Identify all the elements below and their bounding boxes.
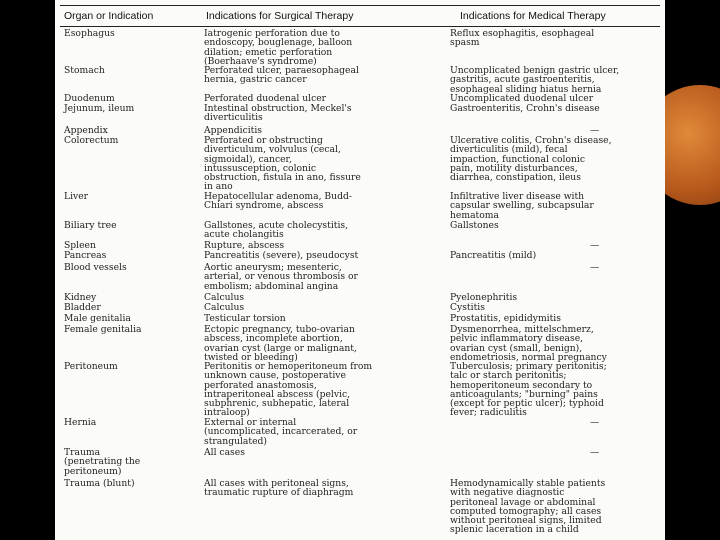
cell-organ: Esophagus bbox=[64, 28, 115, 39]
cell-organ: Male genitalia bbox=[64, 313, 131, 324]
cell-medical: Pancreatitis (mild) bbox=[450, 250, 537, 261]
cell-medical: — bbox=[590, 125, 600, 136]
cell-medical: Pyelonephritis bbox=[450, 292, 518, 303]
cell-organ: Trauma (penetrating the peritoneum) bbox=[64, 447, 141, 477]
cell-surgical: Ectopic pregnancy, tubo-ovarian abscess, incomplete abortion, ovarian cyst (large or malignant, twisted or bleeding) bbox=[204, 324, 357, 363]
cell-organ: Pancreas bbox=[64, 250, 107, 261]
cell-medical: Cystitis bbox=[450, 302, 485, 313]
cell-medical: Hemodynamically stable patients with negative diagnostic peritoneal lavage or abdominal computed tomography; all cases without peritoneal signs, limited splenic laceration in a child bbox=[450, 478, 606, 536]
header-medical: Indications for Medical Therapy bbox=[460, 10, 606, 22]
cell-surgical: Perforated duodenal ulcer bbox=[204, 93, 327, 104]
cell-surgical: Rupture, abscess bbox=[204, 240, 285, 251]
cell-organ: Liver bbox=[64, 191, 89, 202]
cell-organ: Appendix bbox=[64, 125, 108, 136]
cell-medical: — bbox=[590, 262, 600, 273]
cell-medical: Dysmenorrhea, mittelschmerz, pelvic inflammatory disease, ovarian cyst (small, benign), endometriosis, normal pregnancy bbox=[450, 324, 607, 363]
cell-medical: — bbox=[590, 240, 600, 251]
cell-surgical: Testicular torsion bbox=[204, 313, 286, 324]
header-organ: Organ or Indication bbox=[64, 10, 154, 22]
cell-surgical: Gallstones, acute cholecystitis, acute cholangitis bbox=[204, 220, 349, 241]
cell-medical: Prostatitis, epididymitis bbox=[450, 313, 561, 324]
cell-surgical: Aortic aneurysm; mesenteric, arterial, or venous thrombosis or embolism; abdominal angina bbox=[204, 262, 358, 292]
cell-surgical: Pancreatitis (severe), pseudocyst bbox=[204, 250, 359, 261]
cell-surgical: Appendicitis bbox=[204, 125, 263, 136]
cell-medical: Uncomplicated benign gastric ulcer, gastritis, acute gastroenteritis, esophageal sliding hiatus hernia bbox=[450, 65, 620, 95]
cell-medical: Ulcerative colitis, Crohn's disease, diverticulitis (mild), fecal impaction, functional colonic pain, motility disturbances, diarrhea, constipation, ileus bbox=[450, 135, 612, 184]
cell-organ: Kidney bbox=[64, 292, 97, 303]
cell-surgical: All cases with peritoneal signs, traumatic rupture of diaphragm bbox=[204, 478, 354, 499]
cell-organ: Duodenum bbox=[64, 93, 115, 104]
cell-surgical: Hepatocellular adenoma, Budd- Chiari syndrome, abscess bbox=[204, 191, 352, 212]
document-table bbox=[55, 0, 665, 540]
cell-medical: — bbox=[590, 447, 600, 458]
cell-organ: Colorectum bbox=[64, 135, 119, 146]
cell-surgical: Calculus bbox=[204, 302, 245, 313]
cell-surgical: Peritonitis or hemoperitoneum from unknown cause, postoperative perforated anastomosis, intraperitoneal abscess (pelvic, subphrenic, subhepatic, lateral intraloop) bbox=[204, 361, 373, 419]
cell-surgical: Intestinal obstruction, Meckel's diverticulitis bbox=[204, 103, 352, 124]
cell-medical: Gallstones bbox=[450, 220, 499, 231]
cell-surgical: All cases bbox=[204, 447, 245, 458]
cell-organ: Female genitalia bbox=[64, 324, 142, 335]
header-surgical: Indications for Surgical Therapy bbox=[206, 10, 354, 22]
cell-surgical: External or internal (uncomplicated, incarcerated, or strangulated) bbox=[204, 417, 358, 447]
cell-medical: Uncomplicated duodenal ulcer bbox=[450, 93, 594, 104]
cell-organ: Biliary tree bbox=[64, 220, 117, 231]
cell-organ: Jejunum, ileum bbox=[64, 103, 135, 114]
cell-surgical: Calculus bbox=[204, 292, 245, 303]
cell-organ: Trauma (blunt) bbox=[64, 478, 135, 489]
cell-medical: Gastroenteritis, Crohn's disease bbox=[450, 103, 600, 114]
cell-organ: Stomach bbox=[64, 65, 105, 76]
cell-organ: Blood vessels bbox=[64, 262, 127, 273]
cell-organ: Peritoneum bbox=[64, 361, 118, 372]
cell-organ: Hernia bbox=[64, 417, 97, 428]
cell-organ: Spleen bbox=[64, 240, 96, 251]
cell-surgical: Iatrogenic perforation due to endoscopy, bouglenage, balloon dilation; emetic perforation (Boerhaave's syndrome) bbox=[204, 28, 353, 67]
table-header bbox=[60, 5, 660, 27]
cell-medical: Tuberculosis; primary peritonitis; talc or starch peritonitis; hemoperitoneum secondary to anticoagulants; "burning" pains (except for peptic ulcer); typhoid fever; radiculitis bbox=[450, 361, 607, 419]
cell-organ: Bladder bbox=[64, 302, 101, 313]
cell-surgical: Perforated ulcer, paraesophageal hernia, gastric cancer bbox=[204, 65, 359, 86]
cell-medical: Reflux esophagitis, esophageal spasm bbox=[450, 28, 595, 49]
cell-surgical: Perforated or obstructing diverticulum, volvulus (cecal, sigmoidal), cancer, intussusception, colonic obstruction, fistula in ano, fissure in ano bbox=[204, 135, 361, 193]
cell-medical: — bbox=[590, 417, 600, 428]
cell-medical: Infiltrative liver disease with capsular swelling, subcapsular hematoma bbox=[450, 191, 594, 221]
